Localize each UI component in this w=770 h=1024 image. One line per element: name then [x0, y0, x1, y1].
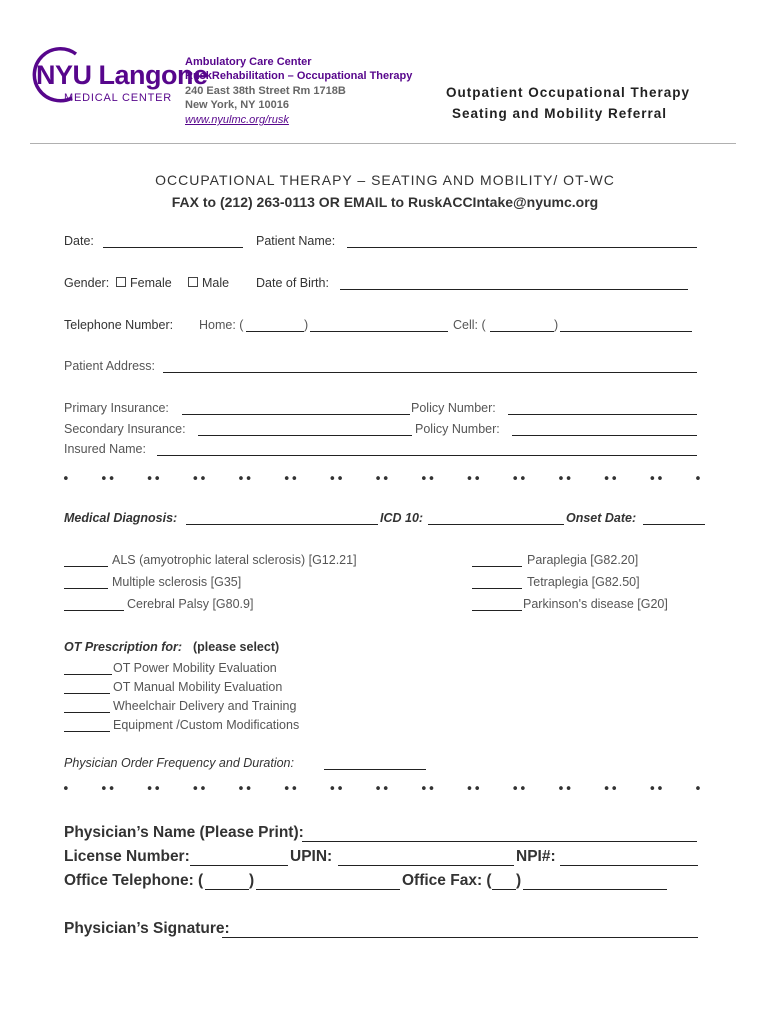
dot: ••: [602, 472, 619, 487]
male-label: Male: [202, 276, 230, 290]
dob-label: Date of Birth:: [256, 276, 329, 290]
website-link[interactable]: www.nyulmc.org/rusk: [185, 114, 289, 126]
diagnosis-tetraplegia: Tetraplegia [G82.50]: [527, 575, 640, 589]
primary-policy-field[interactable]: [508, 414, 697, 415]
parkinsons-check-line[interactable]: [472, 610, 522, 611]
primary-policy-label: Policy Number:: [411, 401, 496, 415]
ot-prescription-label: OT Prescription for:: [64, 640, 183, 654]
dot: ••: [648, 472, 664, 487]
office-fax-area-code-field[interactable]: [492, 889, 516, 890]
dot: ••: [328, 782, 344, 797]
address-line-1: Ambulatory Care Center: [185, 56, 312, 68]
patient-address-field[interactable]: [163, 372, 697, 373]
home-paren: ): [304, 318, 309, 332]
license-number-label: License Number:: [64, 848, 190, 865]
address-line-3: 240 East 38th Street Rm 1718B: [185, 85, 346, 97]
dot: ••: [465, 782, 481, 797]
dot: ••: [511, 782, 527, 797]
office-fax-number-field[interactable]: [523, 889, 667, 890]
cp-check-line[interactable]: [64, 610, 124, 611]
power-mobility-check-line[interactable]: [64, 674, 112, 675]
rx-power-mobility: OT Power Mobility Evaluation: [113, 661, 277, 675]
home-phone-label: Home: (: [199, 318, 244, 332]
female-checkbox[interactable]: [116, 277, 126, 287]
cell-number-field[interactable]: [560, 331, 692, 332]
dot: ••: [237, 782, 253, 797]
insured-name-label: Insured Name:: [64, 442, 146, 456]
header-divider: [30, 143, 736, 144]
diagnosis-parkinsons: Parkinson's disease [G20]: [523, 597, 668, 611]
rx-wheelchair-delivery: Wheelchair Delivery and Training: [113, 699, 297, 713]
paraplegia-check-line[interactable]: [472, 566, 522, 567]
dot: ••: [374, 782, 390, 797]
form-title-line-2: Seating and Mobility Referral: [452, 106, 668, 121]
date-label: Date:: [64, 234, 94, 248]
secondary-insurance-label: Secondary Insurance:: [64, 422, 186, 436]
dot: ••: [145, 782, 162, 797]
dot: •: [62, 472, 70, 487]
diagnosis-als: ALS (amyotrophic lateral sclerosis) [G12.21]: [112, 553, 357, 567]
patient-address-label: Patient Address:: [64, 359, 156, 373]
secondary-policy-label: Policy Number:: [415, 422, 500, 436]
form-title-line-1: Outpatient Occupational Therapy: [446, 85, 691, 100]
secondary-insurance-field[interactable]: [198, 435, 412, 436]
dot: ••: [282, 472, 299, 487]
insured-name-field[interactable]: [157, 455, 697, 456]
diagnosis-cp: Cerebral Palsy [G80.9]: [127, 597, 254, 611]
physician-name-label: Physician’s Name (Please Print):: [64, 824, 304, 841]
dot: •: [62, 782, 70, 797]
als-check-line[interactable]: [64, 566, 108, 567]
ot-prescription-hint: (please select): [193, 640, 280, 654]
equipment-check-line[interactable]: [64, 731, 110, 732]
logo-subtitle: MEDICAL CENTER: [64, 92, 172, 104]
physician-name-field[interactable]: [302, 841, 697, 842]
office-phone-number-field[interactable]: [256, 889, 400, 890]
onset-date-field[interactable]: [643, 524, 705, 525]
address-line-4: New York, NY 10016: [185, 99, 289, 111]
dot: ••: [237, 472, 253, 487]
physician-signature-label: Physician’s Signature:: [64, 920, 230, 937]
office-telephone-label: Office Telephone: (: [64, 872, 204, 889]
dot: ••: [374, 472, 390, 487]
dot: ••: [100, 782, 116, 797]
office-phone-paren: ): [249, 872, 255, 889]
dotted-separator-2: [62, 782, 702, 797]
dot: ••: [328, 472, 344, 487]
office-phone-area-code-field[interactable]: [205, 889, 249, 890]
home-number-field[interactable]: [310, 331, 448, 332]
dot: ••: [191, 782, 207, 797]
gender-label: Gender:: [64, 276, 110, 290]
rx-equipment: Equipment /Custom Modifications: [113, 718, 300, 732]
ms-check-line[interactable]: [64, 588, 108, 589]
date-field[interactable]: [103, 247, 243, 248]
patient-name-label: Patient Name:: [256, 234, 336, 248]
manual-mobility-check-line[interactable]: [64, 693, 110, 694]
dot: ••: [465, 472, 481, 487]
gender-female-option[interactable]: [116, 276, 172, 290]
primary-insurance-label: Primary Insurance:: [64, 401, 169, 415]
medical-diagnosis-label: Medical Diagnosis:: [64, 511, 178, 525]
diagnosis-ms: Multiple sclerosis [G35]: [112, 575, 242, 589]
female-label: Female: [130, 276, 172, 290]
order-frequency-field[interactable]: [324, 769, 426, 770]
dot: ••: [419, 472, 436, 487]
male-checkbox[interactable]: [188, 277, 198, 287]
submission-instructions: FAX to (212) 263-0113 OR EMAIL to RuskACCIntake@nyumc.org: [171, 194, 599, 210]
dot: •: [694, 782, 702, 797]
home-area-code-field[interactable]: [246, 331, 304, 332]
dot: ••: [419, 782, 436, 797]
dob-field[interactable]: [340, 289, 688, 290]
cell-phone-label: Cell: (: [453, 318, 486, 332]
cell-paren: ): [554, 318, 559, 332]
dot: ••: [602, 782, 619, 797]
physician-signature-field[interactable]: [222, 937, 698, 938]
dot: ••: [282, 782, 299, 797]
dot: ••: [648, 782, 664, 797]
tetraplegia-check-line[interactable]: [472, 588, 522, 589]
logo-name: NYU Langone: [36, 60, 208, 90]
dot: •: [694, 472, 702, 487]
patient-name-field[interactable]: [347, 247, 697, 248]
office-fax-paren: ): [516, 872, 522, 889]
icd10-field[interactable]: [428, 524, 564, 525]
onset-date-label: Onset Date:: [566, 511, 637, 525]
icd10-label: ICD 10:: [380, 511, 424, 525]
license-number-field[interactable]: [190, 865, 288, 866]
medical-diagnosis-field[interactable]: [186, 524, 378, 525]
upin-field[interactable]: [338, 865, 514, 866]
upin-label: UPIN:: [290, 848, 333, 865]
dotted-separator-1: [62, 472, 702, 487]
wheelchair-delivery-check-line[interactable]: [64, 712, 110, 713]
primary-insurance-field[interactable]: [182, 414, 410, 415]
gender-male-option[interactable]: [188, 276, 229, 290]
office-fax-label: Office Fax: (: [402, 872, 492, 889]
dot: ••: [511, 472, 527, 487]
dot: ••: [557, 782, 573, 797]
cell-area-code-field[interactable]: [490, 331, 554, 332]
section-heading: OCCUPATIONAL THERAPY – SEATING AND MOBILITY/ OT-WC: [155, 172, 615, 188]
rx-manual-mobility: OT Manual Mobility Evaluation: [113, 680, 283, 694]
order-frequency-label: Physician Order Frequency and Duration:: [64, 756, 294, 770]
dot: ••: [145, 472, 162, 487]
secondary-policy-field[interactable]: [512, 435, 697, 436]
npi-label: NPI#:: [516, 848, 556, 865]
diagnosis-paraplegia: Paraplegia [G82.20]: [527, 553, 639, 567]
dot: ••: [557, 472, 573, 487]
dot: ••: [100, 472, 116, 487]
npi-field[interactable]: [560, 865, 698, 866]
dot: ••: [191, 472, 207, 487]
telephone-label: Telephone Number:: [64, 318, 174, 332]
address-line-2: RuskRehabilitation – Occupational Therapy: [185, 70, 413, 82]
